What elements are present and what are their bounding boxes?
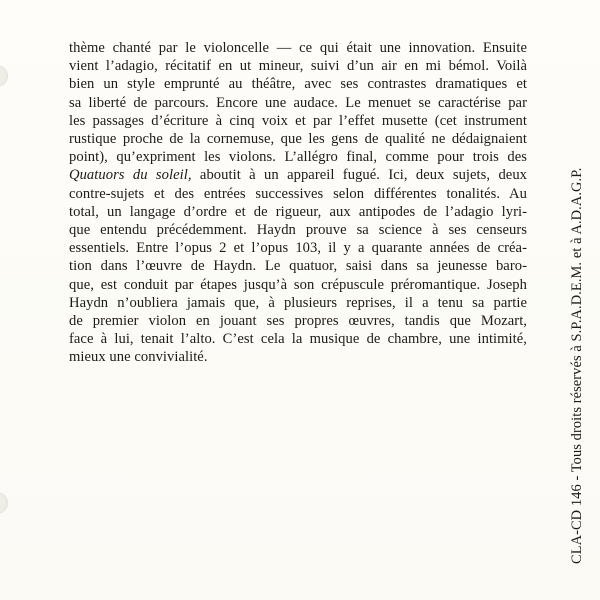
text-line: vient l’adagio, récitatif en ut mineur, suivi d’un air en mi bémol. Voilà	[69, 58, 527, 75]
text-line: que, est conduit par étapes jusqu’à son crépuscule préromantique. Joseph	[69, 276, 527, 293]
text-line: bien un style emprunté au théâtre, avec ses contrastes dramatiques et	[69, 76, 527, 93]
text-line: contre-sujets et des entrées successives selon différentes tonalités. Au	[69, 185, 527, 202]
text-line: Haydn n’oubliera jamais que, à plusieurs reprises, il a tenu sa partie	[69, 294, 527, 311]
copyright-notice: CLA-CD 146 - Tous droits réservés à S.P.A.D.E.M. et à A.D.A.G.P.	[569, 167, 585, 564]
text-line: que entendu précédemment. Haydn prouve sa science à ses censeurs	[69, 222, 527, 239]
text-line: mieux une convivialité.	[69, 349, 208, 366]
text-line: point), qu’expriment les violons. L’allégro final, comme pour trois des	[69, 149, 527, 166]
work-title: Quatuors du soleil,	[69, 167, 192, 184]
text-line: face à lui, tenait l’alto. C’est cela la musique de chambre, une intimité,	[69, 331, 527, 348]
text-line: thème chanté par le violoncelle — ce qui était une innovation. Ensuite	[69, 40, 527, 56]
text-line: les passages d’écriture à cinq voix et par l’effet musette (cet instrument	[69, 112, 527, 129]
text-line: total, un langage d’ordre et de rigueur, aux antipodes de l’adagio lyri-	[69, 203, 527, 220]
text-line: essentiels. Entre l’opus 2 et l’opus 103, il y a quarante années de créa-	[69, 240, 527, 257]
body-paragraph	[69, 39, 527, 367]
text-line: sa liberté de parcours. Encore une audace. Le menuet se caractérise par	[69, 94, 527, 111]
text-line: rustique proche de la cornemuse, que les gens de qualité ne dédaignaient	[69, 131, 527, 148]
page-edge-notch	[0, 65, 8, 87]
page-edge-notch	[0, 492, 8, 514]
text-line: de premier violon en jouant ses propres œuvres, tandis que Mozart,	[69, 313, 527, 330]
text-fragment: aboutit à un appareil fugué. Ici, deux sujets, deux	[191, 167, 528, 184]
side-credit	[563, 124, 591, 564]
text-line: tion dans l’œuvre de Haydn. Le quatuor, saisi dans sa jeunesse baro-	[69, 258, 527, 275]
text-line	[69, 166, 527, 184]
